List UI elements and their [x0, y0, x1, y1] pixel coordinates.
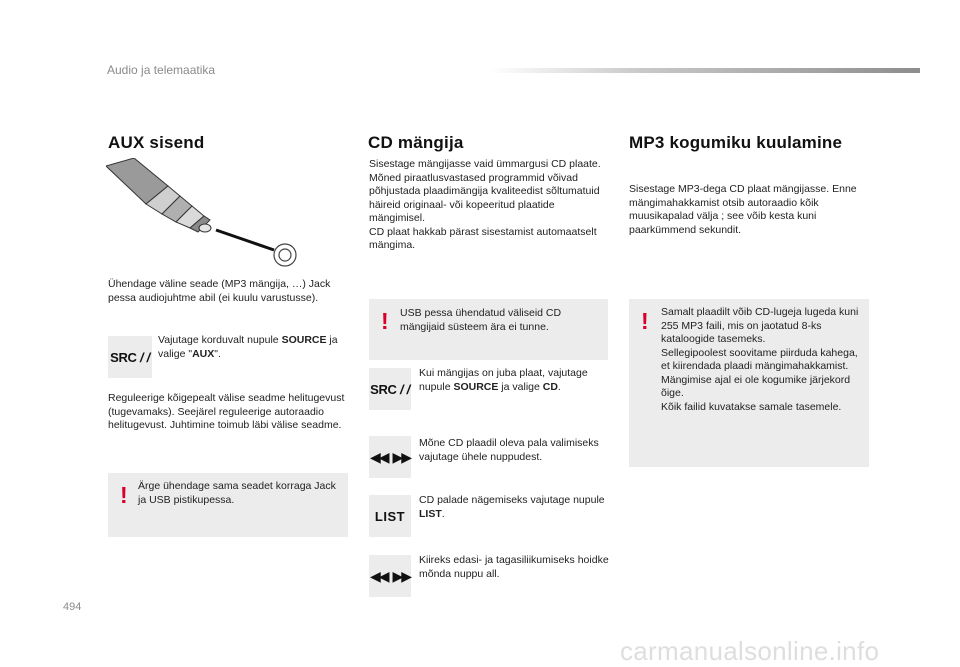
- aux-volume-text: Reguleerige kõigepealt välise seadme helitugevust (tugevamaks). Seejärel reguleerige autoraadio helitugevust. Juhtimine toimub läbi välise seadme.: [108, 392, 345, 431]
- list-button-box: [369, 495, 411, 537]
- track-prev-next-icon: ◀◀ ▶▶: [369, 448, 411, 465]
- fast-seek-buttons-box: [369, 555, 411, 597]
- list-keyword: LIST: [419, 507, 442, 520]
- cd-list-text: CD palade nägemiseks vajutage nupule: [419, 494, 605, 506]
- aux-warning-box: [108, 473, 348, 537]
- cd-intro: [369, 158, 604, 253]
- aux-warning-text: Ärge ühendage sama seadet korraga Jack ja USB pistikupessa.: [138, 480, 336, 506]
- aux-instr-text: ja valige ": [158, 334, 338, 360]
- cd-src-button-box: [369, 368, 411, 410]
- cd-instr-text: ja valige: [498, 380, 543, 393]
- mp3-warning-line: Samalt plaadilt võib CD-lugeja lugeda kuni 255 MP3 faili, mis on jaotatud 8-ks kataloogide tasemeks.: [661, 306, 859, 345]
- header-divider: [490, 68, 920, 73]
- cd-intro-line: Sisestage mängijasse vaid ümmargusi CD plaate.: [369, 158, 601, 170]
- page-number: 494: [63, 601, 82, 613]
- cd-intro-line: Mõned piraatlusvastased programmid võivad põhjustada plaadimängija kvaliteedist sõltumatuid häireid originaal- või kopeeritud plaatide mängimisel.: [369, 171, 600, 224]
- warning-icon: !: [641, 308, 649, 334]
- cd-track-text: Mõne CD plaadil oleva pala valimiseks vajutage ühele nuppudest.: [419, 437, 599, 463]
- watermark: carmanualsonline.info: [620, 636, 880, 666]
- cd-instr-text: Kui mängijas on juba plaat, vajutage nupule: [419, 367, 588, 393]
- cd-list-instruction: [419, 494, 609, 521]
- warning-icon: !: [381, 308, 389, 334]
- mp3-warning-line: Mängimise ajal ei ole kogumike järjekord õige.: [661, 373, 851, 399]
- jack-plug-illustration: [106, 158, 306, 268]
- mp3-warning-text: [661, 306, 861, 414]
- cd-intro-line: CD plaat hakkab pärast sisestamist automaatselt mängima.: [369, 225, 597, 251]
- cd-source-instruction: [419, 367, 609, 394]
- mp3-warning-line: Kõik failid kuvatakse samale tasemele.: [661, 400, 842, 413]
- source-keyword: SOURCE: [453, 380, 499, 393]
- cd-heading: CD mängija: [368, 133, 464, 152]
- aux-instr-text: Vajutage korduvalt nupule: [158, 334, 282, 346]
- cd-keyword: CD: [542, 380, 558, 393]
- mp3-warning-box: [629, 299, 869, 467]
- list-button-icon: LIST: [374, 508, 406, 524]
- mp3-heading: MP3 kogumiku kuulamine: [629, 133, 843, 152]
- source-keyword: SOURCE: [281, 334, 327, 346]
- cd-list-text: .: [441, 507, 445, 520]
- src-button-icon: SRC / /: [110, 349, 150, 365]
- cd-warning-text: USB pessa ühendatud väliseid CD mängijaid süsteem ära ei tunne.: [400, 307, 562, 333]
- section-title: Audio ja telemaatika: [107, 63, 216, 77]
- aux-keyword: AUX: [192, 347, 215, 360]
- cd-instr-text: .: [557, 380, 561, 393]
- mp3-intro-text: Sisestage MP3-dega CD plaat mängijasse. Enne mängimahakkamist otsib autoraadio kõik muusikapalad välja ; see võib kesta kuni paarkümmend sekundit.: [629, 183, 857, 236]
- cd-warning-box: [369, 299, 608, 360]
- aux-connect-text: Ühendage väline seade (MP3 mängija, …) Jack pessa audiojuhtme abil (ei kuulu varustusse).: [108, 278, 331, 304]
- track-buttons-box: [369, 436, 411, 478]
- warning-icon: !: [120, 482, 128, 508]
- aux-instr-text: ".: [214, 347, 221, 360]
- aux-src-button-box: [108, 336, 152, 378]
- cd-fast-seek-text: Kiireks edasi- ja tagasiliikumiseks hoidke mõnda nuppu all.: [419, 554, 609, 580]
- mp3-warning-line: Sellegipoolest soovitame piirduda kahega, et kiirendada plaadi mängimahakkamist.: [661, 346, 858, 372]
- fast-forward-rewind-icon: ◀◀ ▶▶: [369, 567, 411, 584]
- src-button-icon: SRC / /: [370, 381, 410, 397]
- aux-heading: AUX sisend: [108, 133, 205, 152]
- aux-source-instruction: [158, 334, 348, 361]
